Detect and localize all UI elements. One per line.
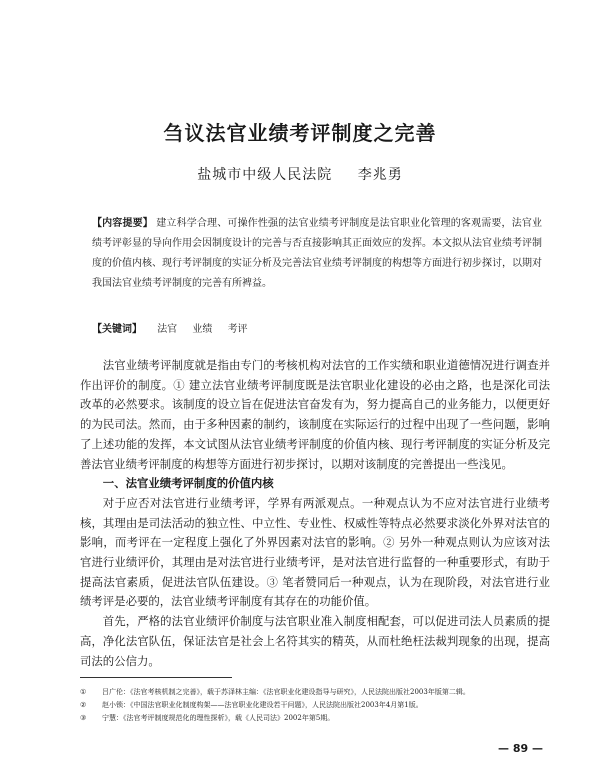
section-heading: 一、法官业绩考评制度的价值内核: [102, 476, 274, 491]
footnote: [80, 712, 560, 725]
footnote-text: 赵小锁：《中国法官职业化制度构架——法官职业化建设若干问题》，人民法院出版社2003年4月第1版。: [102, 701, 423, 709]
footnote: [80, 699, 560, 712]
footnote: [80, 686, 560, 699]
keyword: 法官: [157, 324, 178, 335]
footnotes: [80, 686, 560, 725]
footnote-divider: [80, 677, 232, 678]
footnote-mark: ①: [80, 688, 87, 696]
author-line: [0, 164, 600, 184]
keyword: 业绩: [192, 324, 213, 335]
body-paragraph: 首先，严格的法官业绩评价制度与法官职业准入制度相配套，可以促进司法人员素质的提高，净化法官队伍，保证法官是社会上名符其实的精英，从而杜绝枉法裁判现象的出现，提高司法的公信力。: [80, 614, 550, 668]
article-title: 刍议法官业绩考评制度之完善: [163, 121, 437, 145]
body-text: [80, 356, 550, 671]
footnote-mark: ②: [80, 701, 87, 709]
author-name: 李兆勇: [357, 167, 403, 183]
abstract-label: 【内容提要】: [92, 218, 153, 229]
author-affiliation: 盐城市中级人民法院: [197, 167, 333, 183]
footnote-text: 吕广伦：《法官考核机制之完善》，载于苏泽林主编：《法官职业化建设指导与研究》，人民法院出版社2003年版第二辑。: [102, 688, 470, 696]
footnote-mark: ③: [80, 714, 87, 722]
body-paragraph: 对于应否对法官进行业绩考评，学界有两派观点。一种观点认为不应对法官进行业绩考核，其理由是司法活动的独立性、中立性、专业性、权威性等特点必然要求淡化外界对法官的影响，而考评在一定程度上强化了外界因素对法官的影响。② 另外一种观点则认为应该对法官进行业绩评价，其理由是对法官进行业绩考评，是对法官进行监督的一种重要形式，有助于提高法官素质，促进法官队伍建设。③ 笔者赞同后一种观点，认为在现阶段，对法官进行业绩考评是必要的，法官业绩考评制度有其存在的功能价值。: [80, 495, 550, 609]
body-paragraph: 法官业绩考评制度就是指由专门的考核机构对法官的工作实绩和职业道德情况进行调查并作出评价的制度。① 建立法官业绩考评制度既是法官职业化建设的必由之路，也是深化司法改革的必然要求。该制度的设立旨在促进法官奋发有为，努力提高自己的业务能力，以便更好的为民司法。然而，由于多种因素的制约，该制度在实际运行的过程中出现了一些问题，影响了上述功能的发挥，本文试图从法官业绩考评制度的价值内核、现行考评制度的实证分析及完善法官业绩考评制度的构想等方面进行初步探讨，以期对该制度的完善提出一些浅见。: [80, 358, 550, 471]
abstract-block: [92, 214, 542, 294]
footnote-text: 宁慧：《法官考评制度规范化的理性探析》，载《人民司法》2002年第5期。: [102, 714, 335, 722]
keywords-label: 【关键词】: [92, 324, 142, 335]
page-number: — 89 —: [498, 742, 543, 755]
abstract-text: 建立科学合理、可操作性强的法官业绩考评制度是法官职业化管理的客观需要，法官业绩考评彰显的导向作用会因制度设计的完善与否直接影响其正面效应的发挥。本文拟从法官业绩考评制度的价值内核、现行考评制度的实证分析及完善法官业绩考评制度的构想等方面进行初步探讨，以期对我国法官业绩考评制度的完善有所裨益。: [92, 218, 543, 289]
keywords-block: [92, 320, 542, 340]
keyword: 考评: [227, 324, 248, 335]
